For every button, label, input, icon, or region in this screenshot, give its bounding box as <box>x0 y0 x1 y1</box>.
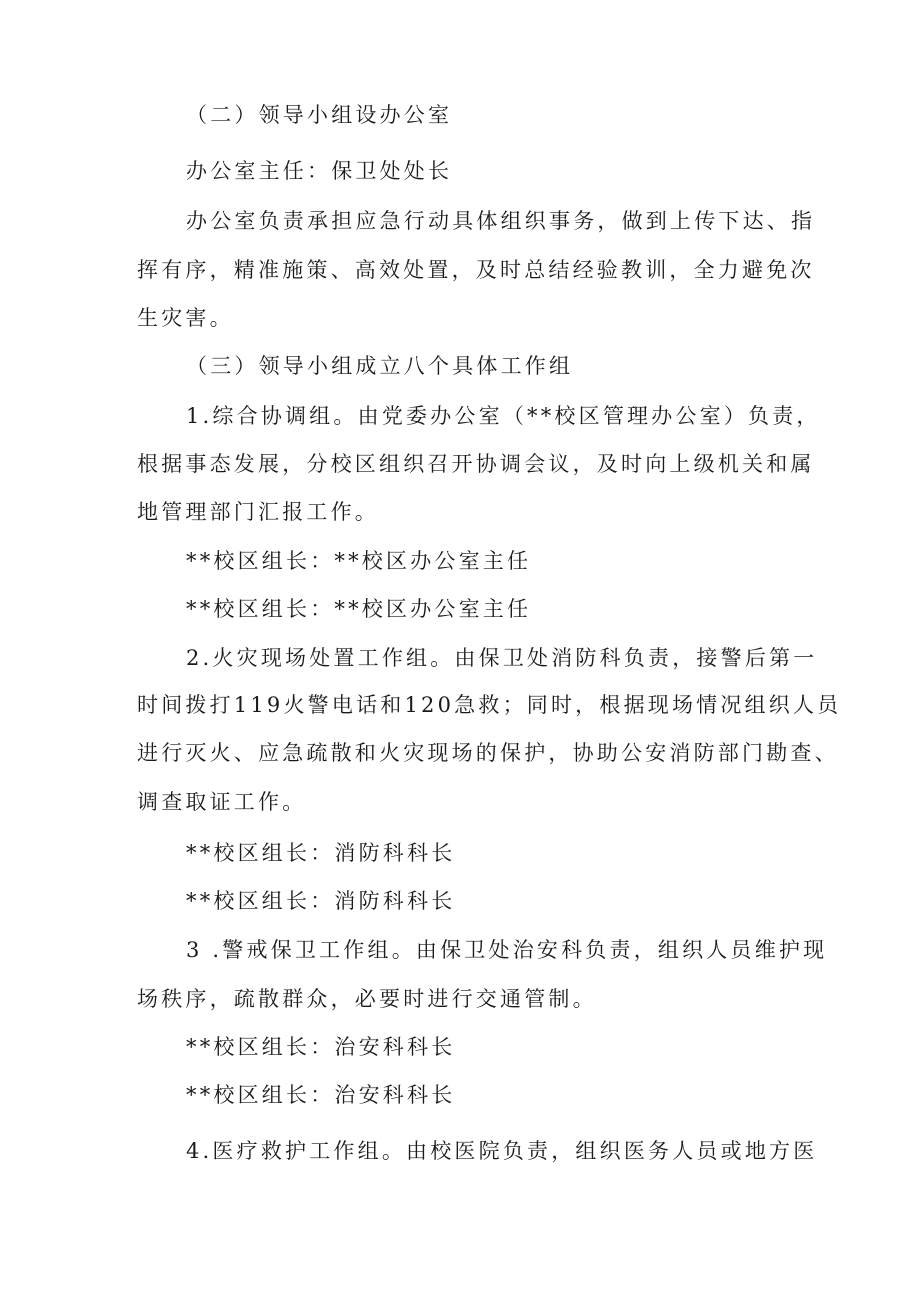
paragraph-line: 1.综合协调组。由党委办公室（**校区管理办公室）负责， <box>186 404 821 428</box>
paragraph-line: 调查取证工作。 <box>137 790 307 814</box>
paragraph-line: 4.医疗救护工作组。由校医院负责，组织医务人员或地方医 <box>186 1139 818 1163</box>
leader-line: **校区组长：治安科科长 <box>186 1035 456 1059</box>
leader-line: **校区组长：**校区办公室主任 <box>186 597 532 621</box>
section-heading-2: （二）领导小组设办公室 <box>186 103 453 127</box>
leader-line: **校区组长：消防科科长 <box>186 889 456 913</box>
paragraph-line: 场秩序，疏散群众，必要时进行交通管制。 <box>137 987 597 1011</box>
leader-line: **校区组长：治安科科长 <box>186 1083 456 1107</box>
paragraph-line: 生灾害。 <box>137 306 234 330</box>
paragraph-line: 3 .警戒保卫工作组。由保卫处治安科负责，组织人员维护现 <box>186 938 828 962</box>
leader-line: **校区组长：**校区办公室主任 <box>186 549 532 573</box>
paragraph-line: 办公室负责承担应急行动具体组织事务，做到上传下达、指 <box>186 209 816 233</box>
paragraph-line: 2.火灾现场处置工作组。由保卫处消防科负责，接警后第一 <box>186 646 818 670</box>
paragraph-line: 根据事态发展，分校区组织召开协调会议，及时向上级机关和属 <box>137 452 815 476</box>
paragraph-line: 进行灭火、应急疏散和火灾现场的保护，协助公安消防部门勘查、 <box>137 741 839 765</box>
leader-line: **校区组长：消防科科长 <box>186 841 456 865</box>
paragraph-line: 时间拨打119火警电话和120急救；同时，根据现场情况组织人员 <box>137 693 842 717</box>
office-director-line: 办公室主任：保卫处处长 <box>186 159 453 183</box>
paragraph-line: 地管理部门汇报工作。 <box>137 500 379 524</box>
section-heading-3: （三）领导小组成立八个具体工作组 <box>186 354 574 378</box>
paragraph-line: 挥有序，精准施策、高效处置，及时总结经验教训，全力避免次 <box>137 258 815 282</box>
